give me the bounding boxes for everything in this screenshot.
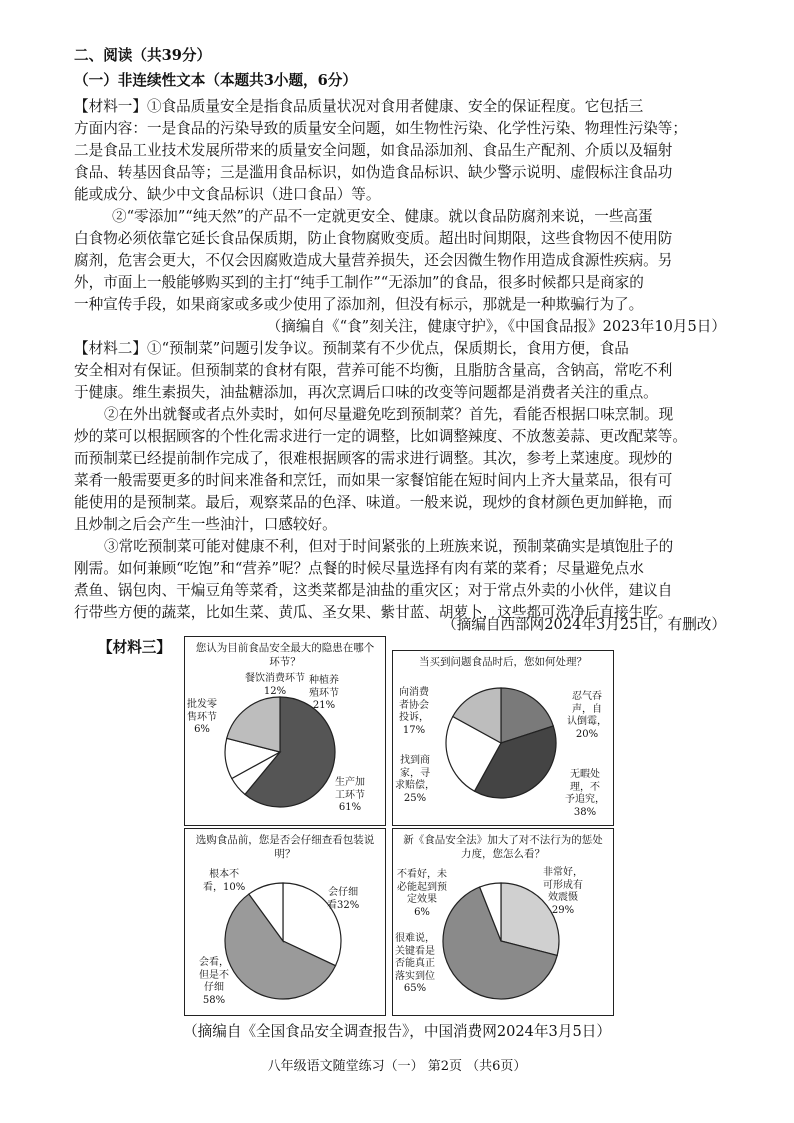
chart-panel-4 <box>392 828 614 1016</box>
source-line: （摘编自西部网2024年3月25日，有删改） <box>442 616 726 633</box>
text-line: 腐剂，危害会更大，不仅会因腐败造成大量营养损失，还会因微生物作用造成食源性疾病。另 <box>74 252 673 269</box>
text-line: 外，市面上一般能够购买到的主打“纯手工制作”“无添加”的食品，很多时候都只是商家的 <box>74 274 644 291</box>
slice-label: 找到商 家，寻 求赔偿， 25% <box>395 755 435 804</box>
slice-label: 根本不 看，10% <box>203 869 246 893</box>
text-line: 刚需。如何兼顾“吃饱”和“营养”呢？点餐的时候尽量选择有肉有菜的菜肴；尽量避免点水 <box>74 560 644 577</box>
text-line: 食品、转基因食品等；三是滥用食品标识，如伪造食品标识、缺少警示说明、虚假标注食品功 <box>74 164 673 181</box>
chart-panel-3 <box>184 828 386 1016</box>
chart-panel-1 <box>184 636 386 826</box>
text-line: 且炒制之后会产生一些油汁，口感较好。 <box>74 516 337 533</box>
text-line: 行带些方便的蔬菜，比如生菜、黄瓜、圣女果、紫甘蓝、胡萝卜，这些都可洗净后直接生吃。 <box>74 604 673 621</box>
source-line: （摘编自《“食”刻关注，健康守护》，《中国食品报》2023年10月5日） <box>266 318 726 335</box>
chart-title: 当买到问题食品时后，您如何处理？ <box>419 656 587 668</box>
text-line: 菜肴一般需要更多的时间来准备和烹饪，而如果一家餐馆能在短时间内上齐大量菜品，很有可 <box>74 472 673 489</box>
text-line: 一种宣传手段，如果商家或多或少使用了添加剂，但没有标示，那就是一种欺骗行为了。 <box>74 296 644 313</box>
text-line: ③常吃预制菜可能对健康不利，但对于时间紧张的上班族来说，预制菜确实是填饱肚子的 <box>104 538 674 555</box>
text-line: 炒的菜可以根据顾客的个性化需求进行一定的调整，比如调整辣度、不放葱姜蒜、更改配菜等。 <box>74 428 687 445</box>
text-line: 二是食品工业技术发展所带来的质量安全问题，如食品添加剂、食品生产配剂、介质以及辐射 <box>74 142 673 159</box>
slice-label: 不看好，未 必能起到预 定效果 6% <box>397 869 447 918</box>
chart-panel-2 <box>392 650 614 826</box>
chart-title: 新《食品安全法》加大了对不法行为的惩处力度，您怎么看？ <box>403 834 603 860</box>
slice-label: 生产加 工环节 61% <box>335 777 365 813</box>
text-line: ②在外出就餐或者点外卖时，如何尽量避免吃到预制菜？首先，看能否根据口味烹制。现 <box>104 406 674 423</box>
subsection-title: （一）非连续性文本（本题共3小题，6分） <box>74 72 357 89</box>
text-line: 煮鱼、锅包肉、干煸豆角等菜肴，这类菜都是油盐的重灾区；对于常点外卖的小伙伴，建议自 <box>74 582 673 599</box>
slice-label: 非常好， 可形成有 效震慑 29% <box>543 867 583 916</box>
slice-label: 餐饮消费环节 12% <box>245 673 305 697</box>
chart-title: 您认为目前食品安全最大的隐患在哪个环节？ <box>195 642 375 668</box>
slice-label: 很难说， 关键看是 否能真正 落实到位 65% <box>395 933 435 994</box>
text-line: 安全相对有保证。但预制菜的食材有限，营养可能不均衡，且脂肪含量高，含钠高，常吃不利 <box>74 362 673 379</box>
slice-label: 无暇处 理，不 予追究， 38% <box>565 769 605 818</box>
text-line: ②“零添加”“纯天然”的产品不一定就更安全、健康。就以食品防腐剂来说，一些高蛋 <box>112 208 653 225</box>
section-title: 二、阅读（共39分） <box>74 47 212 64</box>
text-line: 白食物必须依靠它延长食品保质期，防止食物腐败变质。超出时间期限，这些食物因不使用防 <box>74 230 673 247</box>
text-line: 【材料一】①食品质量安全是指食品质量状况对食用者健康、安全的保证程度。它包括三 <box>74 98 644 115</box>
text-line: 【材料二】①“预制菜”问题引发争议。预制菜有不少优点，保质期长，食用方便，食品 <box>74 340 629 357</box>
text-line: 于健康。维生素损失，油盐糖添加，再次烹调后口味的改变等问题都是消费者关注的重点。 <box>74 384 658 401</box>
slice-label: 种植养 殖环节 21% <box>309 675 339 711</box>
slice-label: 会看， 但是不 仔细 58% <box>199 957 229 1006</box>
text-line: 能使用的是预制菜。最后，观察菜品的色泽、味道。一般来说，现炒的食材颜色更加鲜艳，而 <box>74 494 673 511</box>
text-line: 方面内容：一是食品的污染导致的质量安全问题，如生物性污染、化学性污染、物理性污染等； <box>74 120 687 137</box>
page-footer: 八年级语文随堂练习（一） 第2页 （共6页） <box>267 1059 527 1074</box>
material3-label: 【材料三】 <box>98 639 171 656</box>
chart-source: （摘编自《全国食品安全调查报告》，中国消费网2024年3月5日） <box>183 1023 611 1040</box>
slice-label: 忍气吞 声，自 认倒霉， 20% <box>567 691 607 740</box>
text-line: 能或成分、缺少中文食品标识（进口食品）等。 <box>74 186 381 203</box>
chart-title: 选购食品前，您是否会仔细查看包装说明？ <box>195 834 375 860</box>
text-line: 而预制菜已经提前制作完成了，很难根据顾客的需求进行调整。其次，参考上菜速度。现炒的 <box>74 450 673 467</box>
slice-label: 向消费 者协会 投诉， 17% <box>399 687 429 736</box>
slice-label: 会仔细 看32% <box>327 887 360 911</box>
slice-label: 批发零 售环节 6% <box>187 699 217 735</box>
